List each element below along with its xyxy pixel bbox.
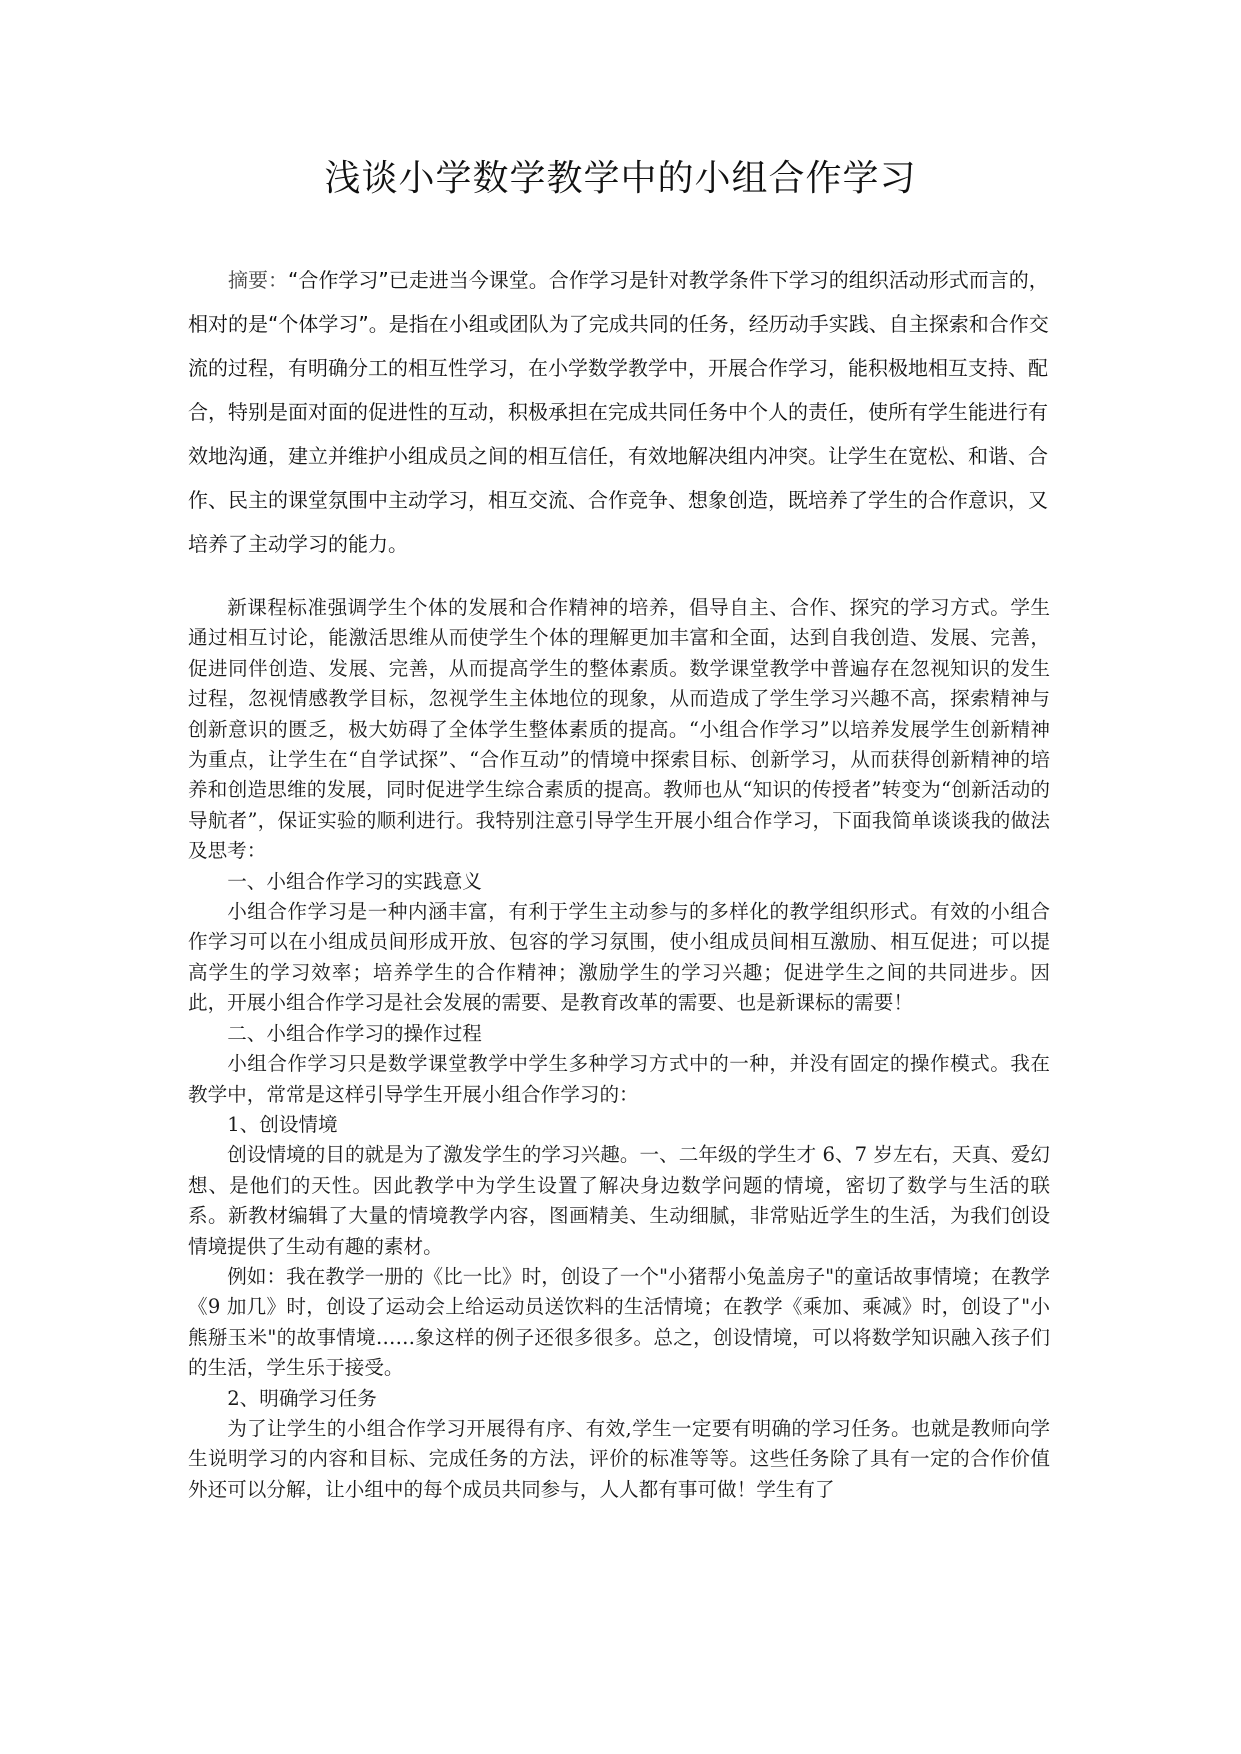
section-heading: 二、小组合作学习的操作过程 <box>227 1021 482 1045</box>
subsection-heading: 2、明确学习任务 <box>227 1386 377 1410</box>
paragraph: 小组合作学习是一种内涵丰富，有利于学生主动参与的多样化的教学组织形式。有效的小组合作学习可以在小组成员间形成开放、包容的学习氛围，使小组成员间相互激励、相互促进；可以提高学生的学习效率；培养学生的合作精神；激励学生的学习兴趣；促进学生之间的共同进步。因此，开展小组合作学习是社会发展的需要、是教育改革的需要、也是新课标的需要！ <box>188 900 1050 1015</box>
paragraph: 创设情境的目的就是为了激发学生的学习兴趣。一、二年级的学生才 6、7 岁左右，天真、爱幻想、是他们的天性。因此教学中为学生设置了解决身边数学问题的情境，密切了数学与生活的联系。新教材编辑了大量的情境教学内容，图画精美、生动细腻，非常贴近学生的生活，为我们创设情境提供了生动有趣的素材。 <box>188 1143 1050 1258</box>
page-title: 浅谈小学数学教学中的小组合作学习 <box>324 158 917 199</box>
body-text <box>188 593 1050 1505</box>
abstract-text: “合作学习”已走进当今课堂。合作学习是针对教学条件下学习的组织活动形式而言的，相对的是“个体学习”。是指在小组或团队为了完成共同的任务，经历动手实践、自主探索和合作交流的过程，有明确分工的相互性学习，在小学数学教学中，开展合作学习，能积极地相互支持、配合，特别是面对面的促进性的互动，积极承担在完成共同任务中个人的责任，使所有学生能进行有效地沟通，建立并维护小组成员之间的相互信任，有效地解决组内冲突。让学生在宽松、和谐、合作、民主的课堂氛围中主动学习，相互交流、合作竞争、想象创造，既培养了学生的合作意识，又培养了主动学习的能力。 <box>188 268 1049 556</box>
paragraph: 例如：我在教学一册的《比一比》时，创设了一个"小猪帮小兔盖房子"的童话故事情境；在教学《9 加几》时，创设了运动会上给运动员送饮料的生活情境；在教学《乘加、乘减》时，创设了"小熊掰玉米"的故事情境……象这样的例子还很多很多。总之，创设情境，可以将数学知识融入孩子们的生活，学生乐于接受。 <box>188 1264 1050 1380</box>
paragraph: 新课程标准强调学生个体的发展和合作精神的培养，倡导自主、合作、探究的学习方式。学生通过相互讨论，能激活思维从而使学生个体的理解更加丰富和全面，达到自我创造、发展、完善，促进同伴创造、发展、完善，从而提高学生的整体素质。数学课堂教学中普遍存在忽视知识的发生过程，忽视情感教学目标，忽视学生主体地位的现象，从而造成了学生学习兴趣不高，探索精神与创新意识的匮乏，极大妨碍了全体学生整体素质的提高。“小组合作学习”以培养发展学生创新精神为重点，让学生在“自学试探”、“合作互动”的情境中探索目标、创新学习，从而获得创新精神的培养和创造思维的发展，同时促进学生综合素质的提高。教师也从“知识的传授者”转变为“创新活动的导航者”，保证实验的顺利进行。我特别注意引导学生开展小组合作学习，下面我简单谈谈我的做法及思考： <box>188 596 1050 863</box>
abstract <box>188 258 1050 566</box>
subsection-heading: 1、创设情境 <box>227 1112 338 1136</box>
paragraph: 为了让学生的小组合作学习开展得有序、有效,学生一定要有明确的学习任务。也就是教师向学生说明学习的内容和目标、完成任务的方法，评价的标准等等。这些任务除了具有一定的合作价值外还可以分解，让小组中的每个成员共同参与，人人都有事可做！学生有了 <box>188 1416 1050 1501</box>
abstract-lead: 摘要： <box>228 268 288 292</box>
section-heading: 一、小组合作学习的实践意义 <box>227 869 482 893</box>
paragraph: 小组合作学习只是数学课堂教学中学生多种学习方式中的一种，并没有固定的操作模式。我在教学中，常常是这样引导学生开展小组合作学习的： <box>188 1052 1050 1106</box>
